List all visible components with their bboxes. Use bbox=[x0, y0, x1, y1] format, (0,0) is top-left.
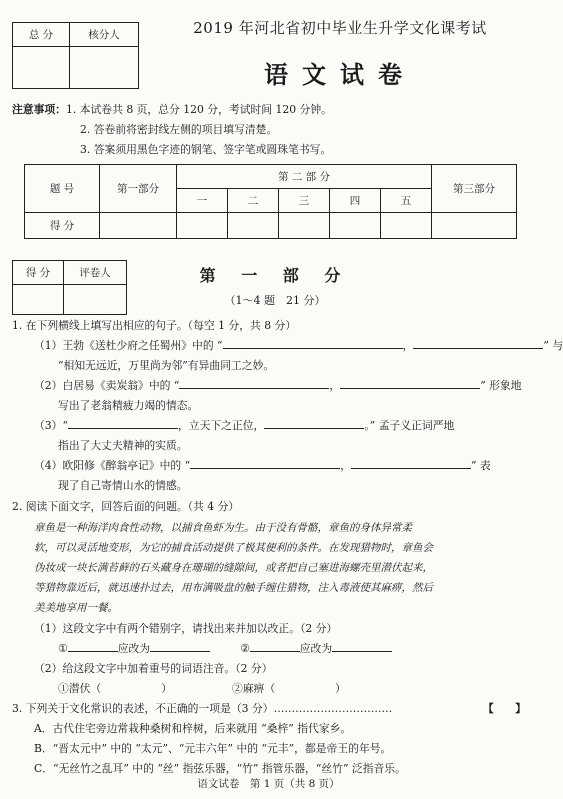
score-cell[interactable] bbox=[177, 213, 228, 239]
section-title: 第 一 部 分 bbox=[199, 266, 351, 285]
header-sub-1: 一 bbox=[177, 189, 228, 213]
passage-line: 章鱼是一种海洋肉食性动物，以捕食鱼虾为生。由于没有骨骼，章鱼的身体异常柔 bbox=[34, 522, 412, 534]
header-part2: 第 二 部 分 bbox=[177, 165, 432, 189]
answer-blank[interactable] bbox=[264, 416, 364, 429]
q1-line2: （2）白居易《卖炭翁》中的 “ ， ” 形象地 bbox=[12, 376, 526, 396]
section-reviewer-label: 评卷人 bbox=[64, 261, 127, 285]
answer-blank[interactable] bbox=[250, 639, 300, 652]
answer-bracket[interactable]: 【 】 bbox=[482, 702, 526, 715]
header-sub-2: 二 bbox=[228, 189, 279, 213]
passage-line: 伪妆成一块长满苔藓的石头藏身在珊瑚的缝隙间，或者把自己塞进海螺壳里潜伏起来， bbox=[34, 562, 433, 574]
section-score-field[interactable] bbox=[13, 285, 64, 315]
answer-blank[interactable] bbox=[150, 639, 210, 652]
header-sub-4: 四 bbox=[330, 189, 381, 213]
answer-blank[interactable] bbox=[340, 376, 480, 389]
page-footer: 语文试卷 第 1 页（共 8 页） bbox=[197, 778, 340, 790]
section-reviewer-field[interactable] bbox=[64, 285, 127, 315]
section-score-label: 得 分 bbox=[13, 261, 64, 285]
answer-blank[interactable] bbox=[190, 456, 340, 469]
total-score-label: 总 分 bbox=[13, 23, 70, 47]
notes bbox=[12, 100, 332, 160]
q1-line1: （1）王勃《送杜少府之任蜀州》中的 “ ， ” 与 bbox=[12, 336, 526, 356]
header-sub-5: 五 bbox=[381, 189, 432, 213]
score-table bbox=[24, 164, 517, 239]
score-box bbox=[12, 22, 139, 89]
header-part1: 第一部分 bbox=[100, 165, 177, 213]
section-score-box bbox=[12, 260, 127, 315]
note-item: 1. 本试卷共 8 页，总分 120 分，考试时间 120 分钟。 bbox=[65, 103, 332, 116]
answer-blank[interactable] bbox=[179, 376, 329, 389]
q2-pinyin-line: ①潜伏（ ） ②麻痹（ ） bbox=[58, 682, 346, 695]
header-sub-3: 三 bbox=[279, 189, 330, 213]
answer-blank[interactable] bbox=[223, 336, 403, 349]
score-cell[interactable] bbox=[100, 213, 177, 239]
checker-label: 核分人 bbox=[70, 23, 139, 47]
header-tihao: 题 号 bbox=[25, 165, 100, 213]
q3-stem-line bbox=[12, 699, 526, 719]
note-item: 2. 答卷前将密封线左侧的项目填写清楚。 bbox=[80, 123, 278, 136]
q2-sub1: （1）这段文字中有两个错别字，请找出来并加以改正。（2 分） bbox=[34, 622, 338, 635]
notes-prefix: 注意事项： bbox=[12, 103, 66, 116]
subject-title: 语文试卷 bbox=[264, 60, 416, 89]
q1-line3-cont: 指出了大丈夫精神的实质。 bbox=[58, 439, 188, 452]
score-cell[interactable] bbox=[381, 213, 432, 239]
score-row-label: 得 分 bbox=[25, 213, 100, 239]
score-cell[interactable] bbox=[279, 213, 330, 239]
answer-blank[interactable] bbox=[413, 336, 543, 349]
answer-blank[interactable] bbox=[351, 456, 471, 469]
note-item: 3. 答案须用黑色字迹的钢笔、签字笔或圆珠笔书写。 bbox=[80, 143, 332, 156]
passage-line: 软，可以灵活地变形，为它的捕食活动提供了极其便利的条件。在发现猎物时，章鱼会 bbox=[34, 542, 433, 554]
answer-blank[interactable] bbox=[68, 639, 118, 652]
section-subtitle: （1～4 题 21 分） bbox=[224, 294, 326, 307]
q1-line4-cont: 现了自己寄情山水的情感。 bbox=[58, 479, 188, 492]
total-score-field[interactable] bbox=[13, 47, 70, 89]
score-cell[interactable] bbox=[228, 213, 279, 239]
q1-line3: （3）“ ，立天下之正位， 。” 孟子义正词严地 bbox=[12, 416, 526, 436]
checker-field[interactable] bbox=[70, 47, 139, 89]
q2-correction-line: ① 应改为 ② 应改为 bbox=[12, 639, 526, 659]
option-a: A．古代住宅旁边常栽种桑树和梓树，后来就用 “桑梓” 指代家乡。 bbox=[34, 722, 352, 735]
passage-line: 美美地享用一餐。 bbox=[34, 602, 118, 614]
q1-line2-cont: 写出了老翁精疲力竭的情态。 bbox=[58, 399, 199, 412]
q1-stem: 1. 在下列横线上填写出相应的句子。（每空 1 分，共 8 分） bbox=[12, 319, 297, 332]
passage-line: 等猎物靠近后，就迅速扑过去，用布满吸盘的触手缠住猎物，注入毒液使其麻痹，然后 bbox=[34, 582, 433, 594]
option-b: B．“晋太元中” 中的 “太元”、“元丰六年” 中的 “元丰”，都是帝王的年号。 bbox=[34, 742, 392, 755]
q1-line1-cont: “相知无远近，万里尚为邻”有异曲同工之妙。 bbox=[58, 359, 275, 372]
exam-title: 2019 年河北省初中毕业生升学文化课考试 bbox=[193, 19, 487, 37]
q2-stem: 2. 阅读下面文字，回答后面的问题。（共 4 分） bbox=[12, 500, 240, 513]
answer-blank[interactable] bbox=[332, 639, 392, 652]
q3-stem: 3. 下列关于文化常识的表述，不正确的一项是（3 分）…………………………… bbox=[12, 702, 393, 715]
score-cell[interactable] bbox=[330, 213, 381, 239]
answer-blank[interactable] bbox=[68, 416, 178, 429]
header-part3: 第三部分 bbox=[432, 165, 517, 213]
q1-line4: （4）欧阳修《醉翁亭记》中的 “ ， ” 表 bbox=[12, 456, 526, 476]
q2-sub2: （2）给这段文字中加着重号的词语注音。（2 分） bbox=[34, 662, 273, 675]
score-cell[interactable] bbox=[432, 213, 517, 239]
option-c: C．“无丝竹之乱耳” 中的 “丝” 指弦乐器，“竹” 指管乐器，“丝竹” 泛指音乐。 bbox=[34, 762, 406, 775]
